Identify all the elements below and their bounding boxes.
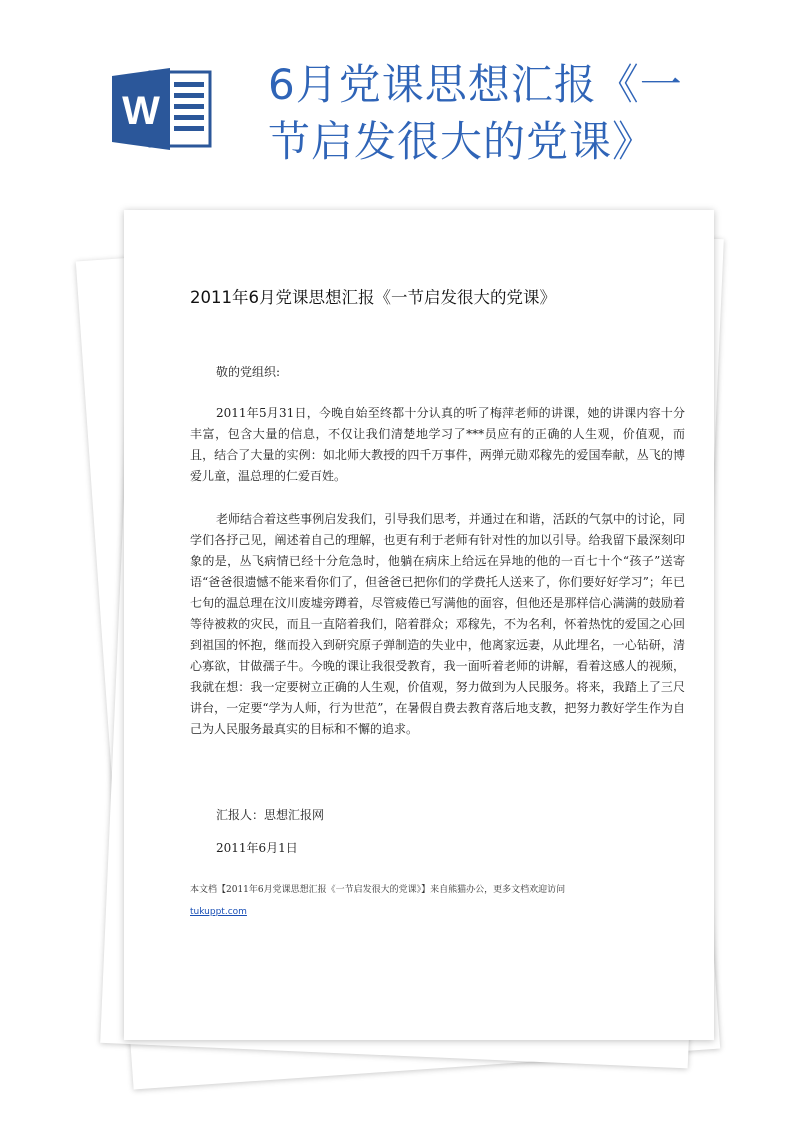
banner-header [0,0,800,200]
page-title-line-1: 6月党课思想汇报《一 [268,60,683,109]
paragraph-2: 老师结合着这些事例启发我们，引导我们思考，并通过在和谐，活跃的气氛中的讨论，同学们各抒己见，阐述着自己的理解，也更有利于老师有针对性的加以引导。给我留下最深刻印象的是，丛飞病情已经十分危急时，他躺在病床上给远在异地的他的一百七十个“孩子”送寄语“爸爸很遗憾不能来看你们了，但爸爸已把你们的学费托人送来了，你们要好好学习”；年已七旬的温总理在汶川废墟旁蹲着，尽管疲倦已写满他的面容，但他还是那样信心满满的鼓励着等待被救的灾民，而且一直陪着我们，陪着群众；邓稼先，不为名利，怀着热忱的爱国之心回到祖国的怀抱，继而投入到研究原子弹制造的失业中，他离家远妻，从此埋名，一心钻研，清心寡欲，甘做孺子牛。今晚的课让我很受教育，我一面听着老师的讲解，看着这感人的视频，我就在想：我一定要树立正确的人生观，价值观，努力做到为人民服务。将来，我踏上了三尺讲台，一定要“学为人师，行为世范”，在暑假自费去教育落后地支教，把努力教好学生作为自己为人民服务最真实的目标和不懈的追求。 [190,512,685,736]
page-title [268,56,768,170]
report-date: 2011年6月1日 [216,841,298,855]
reporter-line: 汇报人：思想汇报网 [216,808,325,822]
paragraph-1: 2011年5月31日，今晚自始至终都十分认真的听了梅萍老师的讲课，她的讲课内容十分丰富，包含大量的信息，不仅让我们清楚地学习了***员应有的正确的人生观，价值观，而且，结合了大量的实例：如北师大教授的四千万事件，两弹元勋邓稼先的爱国奉献，丛飞的博爱儿童，温总理的仁爱百姓。 [190,406,685,483]
page-title-line-2: 节启发很大的党课》 [268,117,656,166]
document-page [124,210,714,1040]
salutation: 敬的党组织: [216,365,281,379]
source-note: 本文档【2011年6月党课思想汇报《一节启发很大的党课》】来自熊猫办公，更多文档欢迎访问 [190,885,566,895]
word-icon-letter: W [122,89,160,133]
document-title: 2011年6月党课思想汇报《一节启发很大的党课》 [190,288,556,307]
source-link[interactable]: tukuppt.com [190,907,247,917]
word-icon [112,68,212,150]
